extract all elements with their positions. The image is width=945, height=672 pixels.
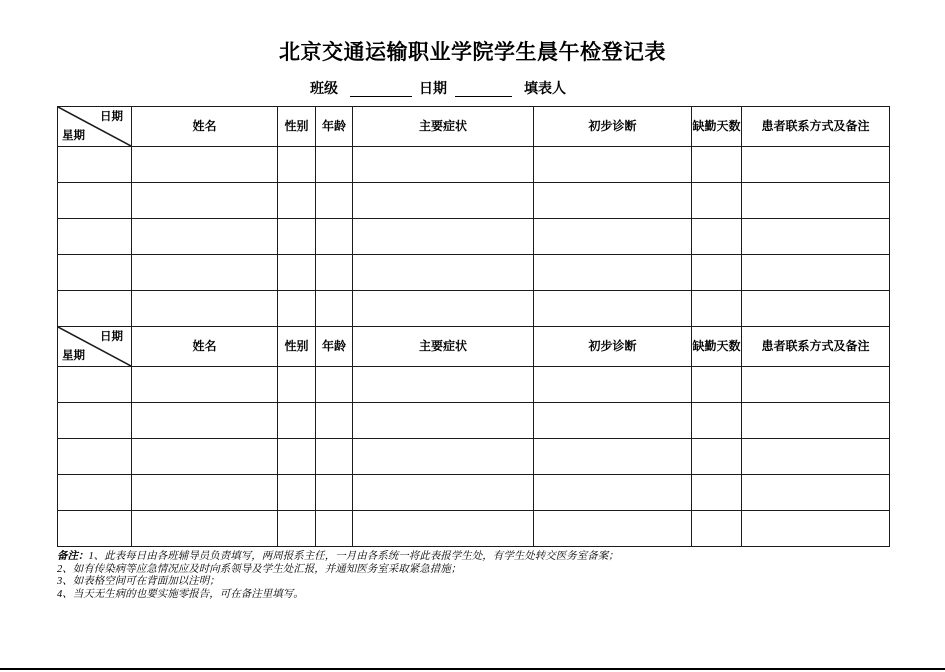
empty-cell bbox=[278, 147, 316, 183]
empty-cell bbox=[278, 367, 316, 403]
empty-cell bbox=[132, 219, 278, 255]
col-header-contact-remarks: 患者联系方式及备注 bbox=[742, 107, 890, 147]
page-boundary-line bbox=[0, 668, 945, 670]
table-empty-row bbox=[58, 291, 890, 327]
empty-cell bbox=[132, 255, 278, 291]
empty-cell bbox=[278, 255, 316, 291]
empty-cell bbox=[742, 147, 890, 183]
empty-cell bbox=[534, 291, 692, 327]
note-text-2: 2、如有传染病等应急情况应及时向系领导及学生处汇报，并通知医务室采取紧急措施； bbox=[57, 563, 462, 575]
table-empty-row bbox=[58, 439, 890, 475]
notes-section bbox=[57, 551, 897, 602]
empty-cell bbox=[132, 147, 278, 183]
note-line-2 bbox=[57, 564, 897, 577]
empty-cell bbox=[742, 255, 890, 291]
empty-cell bbox=[132, 367, 278, 403]
empty-cell bbox=[58, 475, 132, 511]
table-empty-row bbox=[58, 183, 890, 219]
empty-cell bbox=[316, 439, 353, 475]
empty-cell bbox=[278, 439, 316, 475]
col-header-age: 年龄 bbox=[316, 107, 353, 147]
class-label: 班级 bbox=[310, 80, 338, 96]
empty-cell bbox=[534, 403, 692, 439]
empty-cell bbox=[278, 291, 316, 327]
date-header-label: 日期 bbox=[100, 111, 123, 123]
empty-cell bbox=[316, 255, 353, 291]
col-header-contact-remarks: 患者联系方式及备注 bbox=[742, 327, 890, 367]
table-empty-row bbox=[58, 475, 890, 511]
table-empty-row bbox=[58, 219, 890, 255]
table-header-row bbox=[58, 107, 890, 147]
empty-cell bbox=[316, 367, 353, 403]
empty-cell bbox=[534, 367, 692, 403]
table-empty-row bbox=[58, 367, 890, 403]
empty-cell bbox=[692, 291, 742, 327]
empty-cell bbox=[316, 147, 353, 183]
empty-cell bbox=[692, 183, 742, 219]
empty-cell bbox=[316, 475, 353, 511]
table-empty-row bbox=[58, 403, 890, 439]
note-line-3 bbox=[57, 576, 897, 589]
empty-cell bbox=[742, 291, 890, 327]
table-section-2 bbox=[58, 327, 890, 547]
empty-cell bbox=[353, 219, 534, 255]
filler-label: 填表人 bbox=[524, 80, 566, 96]
empty-cell bbox=[316, 403, 353, 439]
empty-cell bbox=[534, 475, 692, 511]
table-empty-row bbox=[58, 511, 890, 547]
empty-cell bbox=[316, 183, 353, 219]
empty-cell bbox=[58, 367, 132, 403]
empty-cell bbox=[316, 291, 353, 327]
empty-cell bbox=[132, 291, 278, 327]
empty-cell bbox=[58, 147, 132, 183]
empty-cell bbox=[534, 439, 692, 475]
empty-cell bbox=[692, 403, 742, 439]
empty-cell bbox=[132, 511, 278, 547]
date-blank-field bbox=[455, 83, 512, 97]
note-line-1 bbox=[57, 551, 897, 564]
empty-cell bbox=[742, 183, 890, 219]
registration-table bbox=[57, 106, 890, 547]
diagonal-header-cell bbox=[58, 327, 132, 367]
empty-cell bbox=[742, 475, 890, 511]
empty-cell bbox=[534, 511, 692, 547]
empty-cell bbox=[353, 403, 534, 439]
empty-cell bbox=[742, 367, 890, 403]
empty-cell bbox=[353, 183, 534, 219]
empty-cell bbox=[742, 403, 890, 439]
empty-cell bbox=[316, 219, 353, 255]
empty-cell bbox=[742, 219, 890, 255]
empty-cell bbox=[132, 183, 278, 219]
notes-label: 备注： bbox=[57, 551, 89, 562]
empty-cell bbox=[353, 439, 534, 475]
empty-cell bbox=[692, 511, 742, 547]
empty-cell bbox=[692, 439, 742, 475]
empty-cell bbox=[742, 511, 890, 547]
col-header-diagnosis: 初步诊断 bbox=[534, 107, 692, 147]
empty-cell bbox=[353, 475, 534, 511]
col-header-symptoms: 主要症状 bbox=[353, 327, 534, 367]
empty-cell bbox=[353, 291, 534, 327]
col-header-gender: 性别 bbox=[278, 327, 316, 367]
weekday-header-label: 星期 bbox=[62, 129, 85, 142]
empty-cell bbox=[692, 147, 742, 183]
note-text-1: 1、此表每日由各班辅导员负责填写，两周报系主任，一月由各系统一将此表报学生处，有学生处转交医务室备案； bbox=[88, 551, 619, 562]
col-header-gender: 性别 bbox=[278, 107, 316, 147]
empty-cell bbox=[353, 255, 534, 291]
empty-cell bbox=[132, 475, 278, 511]
empty-cell bbox=[278, 403, 316, 439]
empty-cell bbox=[742, 439, 890, 475]
empty-cell bbox=[353, 367, 534, 403]
empty-cell bbox=[132, 439, 278, 475]
empty-cell bbox=[353, 511, 534, 547]
date-label: 日期 bbox=[419, 80, 447, 96]
col-header-absent-days: 缺勤天数 bbox=[692, 107, 742, 147]
empty-cell bbox=[58, 511, 132, 547]
empty-cell bbox=[58, 255, 132, 291]
empty-cell bbox=[534, 255, 692, 291]
empty-cell bbox=[692, 255, 742, 291]
empty-cell bbox=[534, 219, 692, 255]
empty-cell bbox=[692, 367, 742, 403]
empty-cell bbox=[58, 219, 132, 255]
col-header-name: 姓名 bbox=[132, 327, 278, 367]
subtitle-row bbox=[310, 78, 566, 98]
table-section-1 bbox=[58, 107, 890, 327]
empty-cell bbox=[316, 511, 353, 547]
note-text-4: 4、当天无生病的也要实施零报告，可在备注里填写。 bbox=[57, 589, 304, 601]
table-header-row bbox=[58, 327, 890, 367]
col-header-absent-days: 缺勤天数 bbox=[692, 327, 742, 367]
col-header-diagnosis: 初步诊断 bbox=[534, 327, 692, 367]
empty-cell bbox=[534, 147, 692, 183]
note-text-3: 3、如表格空间可在背面加以注明； bbox=[57, 576, 220, 588]
empty-cell bbox=[692, 475, 742, 511]
empty-cell bbox=[58, 291, 132, 327]
note-line-4 bbox=[57, 589, 897, 602]
weekday-header-label: 星期 bbox=[62, 349, 85, 362]
empty-cell bbox=[353, 147, 534, 183]
empty-cell bbox=[278, 475, 316, 511]
col-header-age: 年龄 bbox=[316, 327, 353, 367]
class-blank-field bbox=[350, 83, 412, 97]
page-title: 北京交通运输职业学院学生晨午检登记表 bbox=[279, 41, 666, 64]
empty-cell bbox=[58, 183, 132, 219]
empty-cell bbox=[534, 183, 692, 219]
empty-cell bbox=[58, 403, 132, 439]
empty-cell bbox=[278, 219, 316, 255]
empty-cell bbox=[58, 439, 132, 475]
col-header-symptoms: 主要症状 bbox=[353, 107, 534, 147]
col-header-name: 姓名 bbox=[132, 107, 278, 147]
date-header-label: 日期 bbox=[100, 331, 123, 343]
empty-cell bbox=[132, 403, 278, 439]
empty-cell bbox=[692, 219, 742, 255]
empty-cell bbox=[278, 511, 316, 547]
empty-cell bbox=[278, 183, 316, 219]
table-empty-row bbox=[58, 147, 890, 183]
diagonal-header-cell bbox=[58, 107, 132, 147]
table-empty-row bbox=[58, 255, 890, 291]
